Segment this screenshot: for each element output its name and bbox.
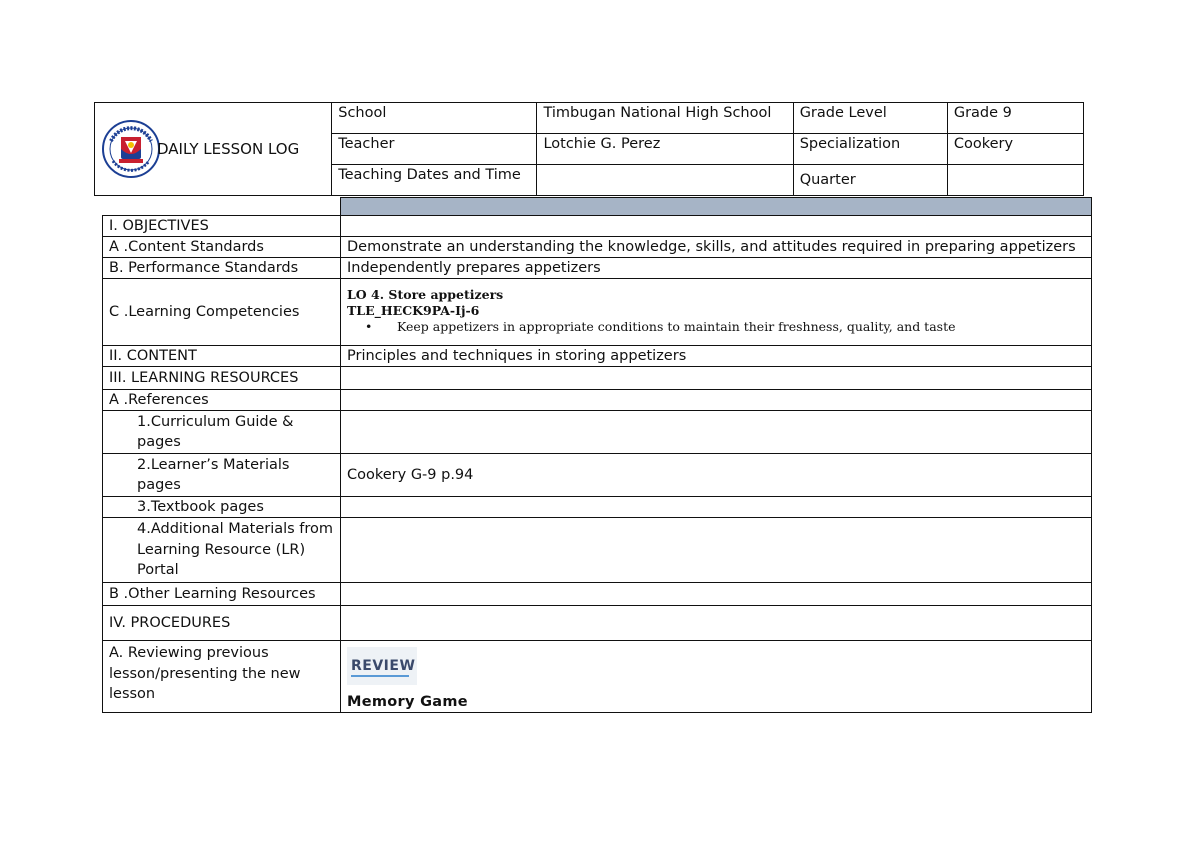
content-standards-value: Demonstrate an understanding the knowledge, skills, and attitudes required in preparing appetizers — [341, 237, 1092, 258]
lo-title: LO 4. Store appetizers — [347, 287, 504, 302]
reviewing-value — [341, 641, 1092, 713]
lo-code: TLE_HECK9PA-Ij-6 — [347, 303, 480, 318]
learners-materials-label: 2.Learner’s Materials pages — [103, 454, 341, 497]
dates-value — [537, 165, 793, 196]
page-title: DAILY LESSON LOG — [157, 140, 300, 158]
quarter-label: Quarter — [793, 165, 947, 196]
bullet-icon: • — [365, 319, 373, 334]
textbook-value — [341, 497, 1092, 518]
memory-game-title: Memory Game — [347, 694, 468, 710]
performance-standards-label: B. Performance Standards — [103, 258, 341, 279]
references-value — [341, 390, 1092, 411]
specialization-label: Specialization — [793, 134, 947, 165]
curriculum-guide-label: 1.Curriculum Guide & pages — [103, 411, 341, 454]
textbook-label: 3.Textbook pages — [103, 497, 341, 518]
review-badge-icon — [347, 647, 417, 685]
references-label: A .References — [103, 390, 341, 411]
quarter-value — [947, 165, 1083, 196]
objectives-value — [341, 216, 1092, 237]
grade-label: Grade Level — [793, 103, 947, 134]
curriculum-guide-value — [341, 411, 1092, 454]
teacher-label: Teacher — [332, 134, 537, 165]
logo-title-cell — [95, 103, 332, 196]
learning-resources-value — [341, 367, 1092, 390]
shaded-band — [341, 198, 1092, 216]
content-heading: II. CONTENT — [103, 346, 341, 367]
band-blank — [103, 198, 341, 216]
lesson-table — [102, 197, 1092, 713]
lo-bullet-item — [365, 319, 1085, 335]
grade-value: Grade 9 — [947, 103, 1083, 134]
procedures-value — [341, 606, 1092, 641]
specialization-value: Cookery — [947, 134, 1083, 165]
additional-materials-label: 4.Additional Materials from Learning Resource (LR) Portal — [103, 518, 341, 583]
performance-standards-value: Independently prepares appetizers — [341, 258, 1092, 279]
review-badge-text: REVIEW — [351, 658, 416, 674]
other-resources-value — [341, 582, 1092, 606]
content-standards-label: A .Content Standards — [103, 237, 341, 258]
teacher-value: Lotchie G. Perez — [537, 134, 793, 165]
school-value: Timbugan National High School — [537, 103, 793, 134]
procedures-heading: IV. PROCEDURES — [103, 606, 341, 641]
objectives-heading: I. OBJECTIVES — [103, 216, 341, 237]
content-value: Principles and techniques in storing appetizers — [341, 346, 1092, 367]
additional-materials-value — [341, 518, 1092, 583]
other-resources-label: B .Other Learning Resources — [103, 582, 341, 606]
lo-bullet-text: Keep appetizers in appropriate conditions to maintain their freshness, quality, and taste — [397, 319, 956, 334]
learning-competencies-label: C .Learning Competencies — [103, 279, 341, 346]
learning-competencies-value — [341, 279, 1092, 346]
reviewing-label: A. Reviewing previous lesson/presenting the new lesson — [103, 641, 341, 713]
school-label: School — [332, 103, 537, 134]
learners-materials-value: Cookery G-9 p.94 — [341, 454, 1092, 497]
header-table — [94, 102, 1084, 196]
deped-seal-icon — [101, 119, 161, 179]
dates-label: Teaching Dates and Time — [332, 165, 537, 196]
learning-resources-heading: III. LEARNING RESOURCES — [103, 367, 341, 390]
